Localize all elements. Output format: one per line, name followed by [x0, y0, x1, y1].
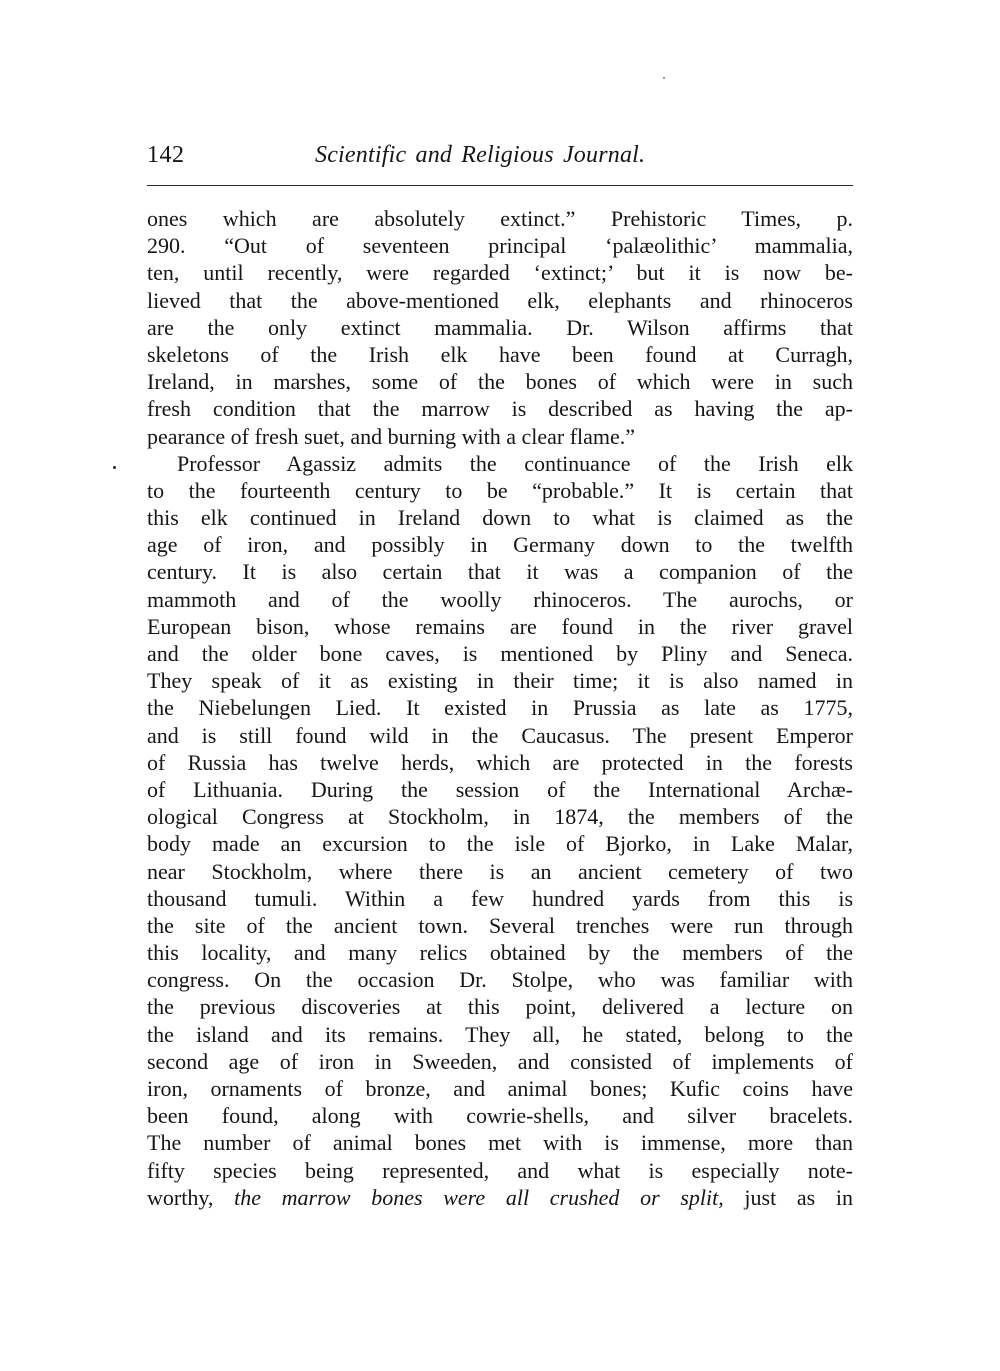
- header-rule: [147, 185, 853, 186]
- text-line: are the only extinct mammalia. Dr. Wilson affirms that: [147, 314, 853, 340]
- text-line: skeletons of the Irish elk have been found at Curragh,: [147, 341, 853, 367]
- text-line: age of iron, and possibly in Germany down to the twelfth: [147, 532, 853, 558]
- text-line: the Niebelungen Lied. It existed in Prussia as late as 1775,: [147, 695, 853, 721]
- page-number: 142: [147, 142, 185, 168]
- final-line-tail: just as in: [723, 1184, 853, 1210]
- text-line: pearance of fresh suet, and burning with a clear flame.”: [147, 423, 636, 449]
- text-line: of Russia has twelve herds, which are protected in the forests: [147, 749, 853, 775]
- text-line: fresh condition that the marrow is described as having the ap-: [147, 396, 853, 422]
- text-line: ones which are absolutely extinct.” Prehistoric Times, p.: [147, 206, 853, 231]
- text-line: Professor Agassiz admits the continuance of the Irish elk: [177, 450, 853, 476]
- text-line: The number of animal bones met with is immense, more than: [147, 1130, 853, 1156]
- text-line: ological Congress at Stockholm, in 1874, the members of the: [147, 804, 853, 830]
- text-line: the site of the ancient town. Several trenches were run through: [147, 912, 853, 938]
- text-line: thousand tumuli. Within a few hundred yards from this is: [147, 885, 853, 911]
- text-line: European bison, whose remains are found in the river gravel: [147, 613, 853, 639]
- text-line: and is still found wild in the Caucasus. The present Emperor: [147, 722, 853, 748]
- text-line: century. It is also certain that it was a companion of the: [147, 559, 853, 585]
- text-line: Ireland, in marshes, some of the bones of which were in such: [147, 369, 853, 395]
- text-line: been found, along with cowrie-shells, and silver bracelets.: [147, 1103, 853, 1129]
- text-line: and the older bone caves, is mentioned by Pliny and Seneca.: [147, 641, 853, 666]
- final-line-lead: worthy,: [147, 1184, 235, 1210]
- text-line: lieved that the above-mentioned elk, elephants and rhinoceros: [147, 287, 853, 313]
- text-line-final: [147, 1184, 853, 1211]
- text-line: fifty species being represented, and what is especially note-: [147, 1157, 853, 1183]
- final-line-italic: the marrow bones were all crushed or split,: [234, 1184, 724, 1210]
- text-line: body made an excursion to the isle of Bjorko, in Lake Malar,: [147, 831, 853, 857]
- text-line: congress. On the occasion Dr. Stolpe, who was familiar with: [147, 967, 853, 993]
- running-title: Scientific and Religious Journal.: [315, 142, 646, 168]
- text-line: near Stockholm, where there is an ancient cemetery of two: [147, 858, 853, 884]
- stray-mark: [663, 77, 665, 79]
- text-line: ten, until recently, were regarded ‘extinct;’ but it is now be-: [147, 260, 853, 286]
- text-line: of Lithuania. During the session of the International Archæ-: [147, 776, 853, 802]
- text-line: iron, ornaments of bronze, and animal bones; Kufic coins have: [147, 1076, 853, 1101]
- text-line: to the fourteenth century to be “probable.” It is certain that: [147, 477, 853, 503]
- text-line: They speak of it as existing in their time; it is also named in: [147, 668, 853, 694]
- text-line: this elk continued in Ireland down to what is claimed as the: [147, 505, 853, 531]
- text-line: 290. “Out of seventeen principal ‘palæolithic’ mammalia,: [147, 233, 853, 259]
- text-line: mammoth and of the woolly rhinoceros. The aurochs, or: [147, 586, 853, 612]
- text-line: the previous discoveries at this point, delivered a lecture on: [147, 994, 853, 1020]
- page-header: [147, 140, 853, 172]
- text-line: the island and its remains. They all, he stated, belong to the: [147, 1021, 853, 1047]
- text-line: this locality, and many relics obtained by the members of the: [147, 940, 853, 966]
- text-line: second age of iron in Sweeden, and consisted of implements of: [147, 1048, 853, 1074]
- body-text: [147, 205, 853, 1211]
- margin-mark: [113, 466, 116, 469]
